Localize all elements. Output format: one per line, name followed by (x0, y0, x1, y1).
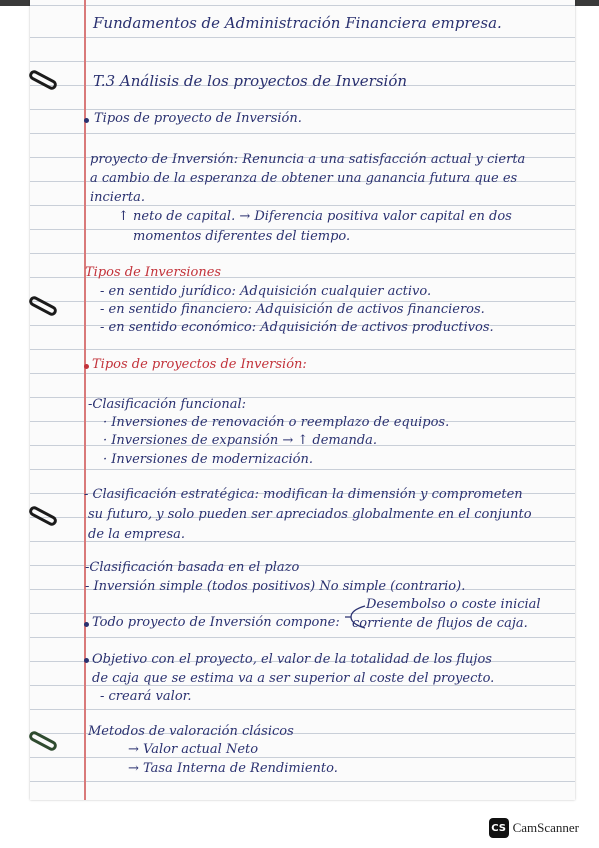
investment-item: - en sentido financiero: Adquisición de activos financieros. (100, 302, 485, 317)
definition-line: a cambio de la esperanza de obtener una ganancia futura que es (90, 171, 518, 186)
method-item: → Valor actual Neto (128, 742, 259, 757)
method-item: → Tasa Interna de Rendimiento. (128, 761, 338, 776)
objective-line: Objetivo con el proyecto, el valor de la totalidad de los flujos (92, 652, 492, 667)
components-lower: corriente de flujos de caja. (352, 616, 528, 631)
bullet-dot (84, 622, 89, 627)
definition-line: incierta. (90, 190, 145, 205)
strategic-line: - Clasificación estratégica: modifican la dimensión y comprometen (84, 487, 523, 502)
topic-heading: T.3 Análisis de los proyectos de Inversión (93, 72, 408, 90)
functional-item: · Inversiones de modernización. (103, 452, 313, 467)
binder-ring-icon (28, 72, 64, 88)
components-upper: Desembolso o coste inicial (366, 597, 541, 612)
bullet-dot (84, 118, 89, 123)
objective-line: - creará valor. (100, 689, 192, 704)
definition-line: ↑ neto de capital. → Diferencia positiva valor capital en dos (118, 209, 512, 224)
camscanner-logo: CS (489, 818, 509, 838)
binder-ring-icon (28, 298, 64, 314)
binder-ring-icon (28, 508, 64, 524)
investment-item: - en sentido jurídico: Adquisición cualquier activo. (100, 284, 432, 299)
definition-line: momentos diferentes del tiempo. (133, 229, 351, 244)
investment-item: - en sentido económico: Adquisición de activos productivos. (100, 320, 494, 335)
term-line: -Clasificación basada en el plazo (85, 560, 300, 575)
objective-line: de caja que se estima va a ser superior al coste del proyecto. (92, 671, 495, 686)
functional-item: · Inversiones de expansión → ↑ demanda. (103, 433, 378, 448)
components-lead: Todo proyecto de Inversión compone: (92, 615, 340, 630)
project-types-heading: Tipos de proyectos de Inversión: (92, 357, 307, 372)
camscanner-watermark (489, 817, 579, 839)
types-heading: Tipos de proyecto de Inversión. (94, 111, 302, 126)
bullet-dot (84, 364, 89, 369)
strategic-line: de la empresa. (88, 527, 185, 542)
binder-ring-icon (28, 733, 64, 749)
investments-heading: Tipos de Inversiones (85, 265, 222, 280)
functional-item: · Inversiones de renovación o reemplazo de equipos. (103, 415, 450, 430)
definition-line: proyecto de Inversión: Renuncia a una satisfacción actual y cierta (90, 152, 526, 167)
bullet-dot (84, 658, 89, 663)
methods-heading: Metodos de valoración clásicos (88, 724, 294, 739)
note-title: Fundamentos de Administración Financiera empresa. (93, 14, 502, 32)
term-line: - Inversión simple (todos positivos) No simple (contrario). (85, 579, 466, 594)
functional-heading: -Clasificación funcional: (88, 397, 247, 412)
camscanner-brand: CamScanner (512, 820, 579, 835)
brace-icon (343, 604, 369, 630)
strategic-line: su futuro, y solo pueden ser apreciados globalmente en el conjunto (88, 507, 532, 522)
